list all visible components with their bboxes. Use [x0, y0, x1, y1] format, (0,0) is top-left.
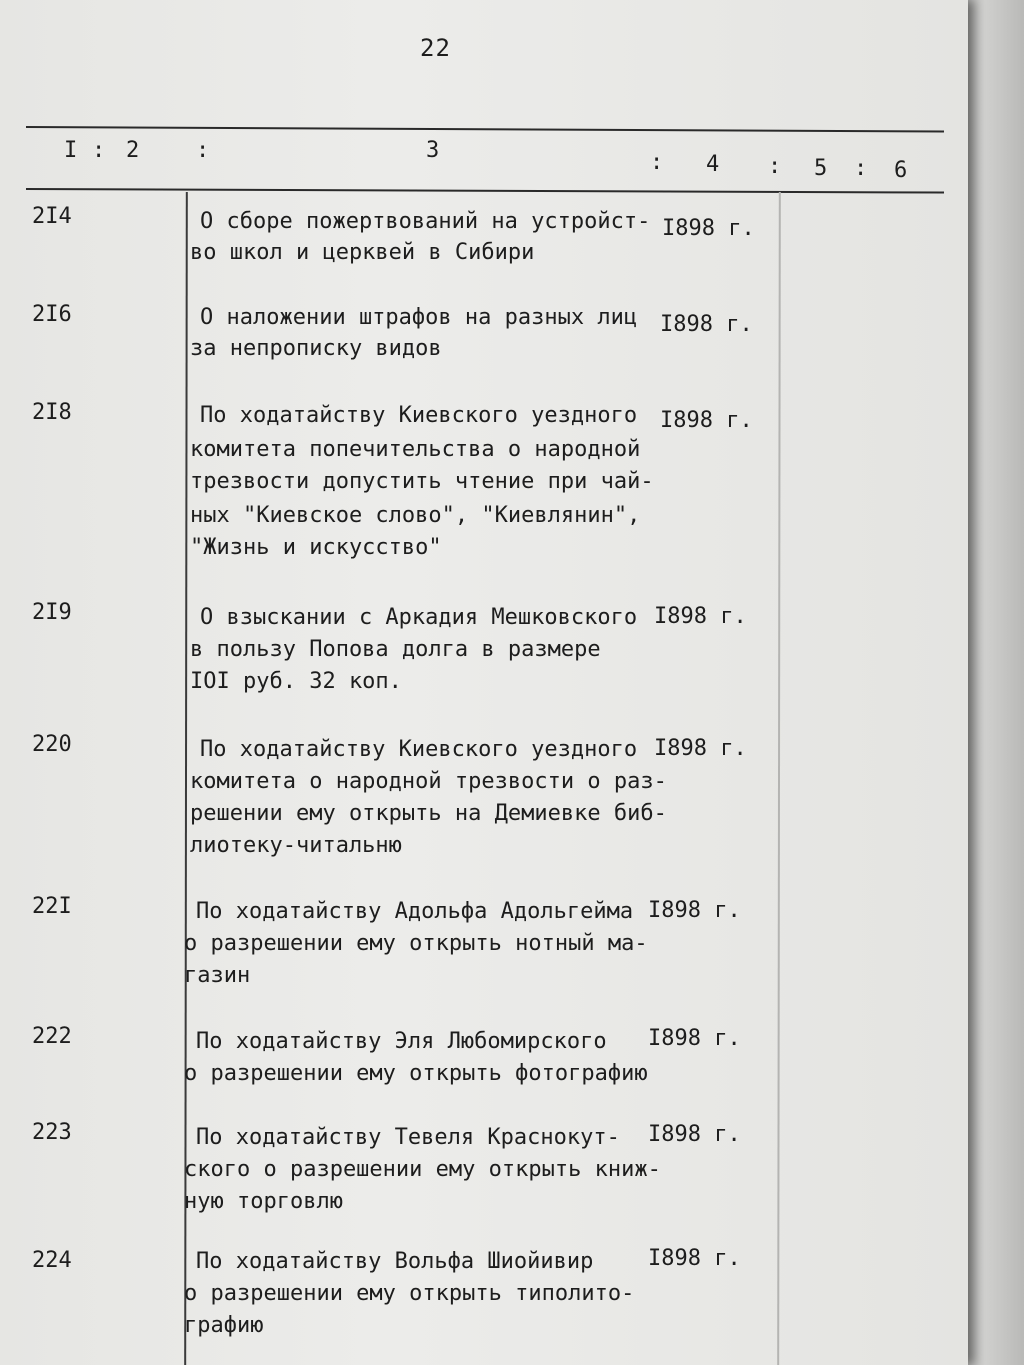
row-date: I898 г.: [648, 898, 741, 923]
row-description-line: По ходатайству Киевского уездного: [200, 737, 638, 762]
row-description-line: графию: [184, 1313, 264, 1338]
row-description-line: IOI руб. 32 коп.: [190, 669, 402, 694]
row-date: I898 г.: [654, 604, 747, 629]
row-description-line: решении ему открыть на Демиевке биб-: [190, 801, 667, 826]
row-description-line: во школ и церквей в Сибири: [190, 240, 535, 265]
column-separator: :: [650, 150, 664, 175]
row-number: 222: [32, 1024, 72, 1049]
row-description-line: По ходатайству Эля Любомирского: [196, 1029, 607, 1054]
row-description-line: комитета попечительства о народной: [190, 437, 641, 462]
row-number: 2I6: [32, 302, 72, 327]
column-number-1: I: [64, 138, 78, 163]
column-number-5: 5: [814, 156, 828, 181]
row-description-line: трезвости допустить чтение при чай-: [190, 469, 654, 494]
column-separator: :: [196, 138, 210, 163]
row-number: 224: [32, 1248, 72, 1273]
row-description-line: за непрописку видов: [190, 336, 442, 361]
row-description-line: ского о разрешении ему открыть книж-: [184, 1157, 661, 1182]
column-number-2: 2: [126, 138, 140, 163]
row-description-line: По ходатайству Вольфа Шиойивир: [196, 1249, 594, 1274]
row-description-line: О взыскании с Аркадия Мешковского: [200, 605, 638, 630]
row-number: 220: [32, 732, 72, 757]
row-description-line: о разрешении ему открыть нотный ма-: [184, 931, 648, 956]
row-description-line: о разрешении ему открыть типолито-: [184, 1281, 635, 1306]
row-date: I898 г.: [660, 408, 753, 433]
column-number-4: 4: [706, 152, 720, 177]
row-number: 2I8: [32, 400, 72, 425]
page-number: 22: [420, 34, 451, 62]
row-number: 2I4: [32, 204, 72, 229]
row-description-line: в пользу Попова долга в размере: [190, 637, 601, 662]
row-description-line: О сборе пожертвований на устройст-: [200, 209, 651, 234]
column-separator: :: [92, 138, 106, 163]
row-description-line: По ходатайству Киевского уездного: [200, 403, 638, 428]
row-number: 2I9: [32, 600, 72, 625]
row-date: I898 г.: [648, 1122, 741, 1147]
row-description-line: лиотеку-читальню: [190, 833, 402, 858]
column-number-3: 3: [426, 138, 440, 163]
row-date: I898 г.: [648, 1026, 741, 1051]
underlying-sheet-edge: [968, 0, 1024, 1365]
column-separator: :: [768, 154, 782, 179]
row-number: 223: [32, 1120, 72, 1145]
row-description-line: По ходатайству Адольфа Адольгейма: [196, 899, 634, 924]
row-description-line: "Жизнь и искусство": [190, 535, 442, 560]
column-separator: :: [854, 156, 868, 181]
row-date: I898 г.: [648, 1246, 741, 1271]
row-description-line: газин: [184, 963, 251, 988]
row-description-line: о разрешении ему открыть фотографию: [184, 1061, 648, 1086]
row-description-line: О наложении штрафов на разных лиц: [200, 305, 638, 330]
row-number: 22I: [32, 894, 72, 919]
row-description-line: комитета о народной трезвости о раз-: [190, 769, 667, 794]
column-number-6: 6: [894, 158, 908, 183]
row-description-line: ную торговлю: [184, 1189, 343, 1214]
row-description-line: ных "Киевское слово", "Киевлянин",: [190, 503, 641, 528]
row-date: I898 г.: [662, 216, 755, 241]
row-date: I898 г.: [660, 312, 753, 337]
row-date: I898 г.: [654, 736, 747, 761]
row-description-line: По ходатайству Тевеля Краснокут-: [196, 1125, 620, 1150]
